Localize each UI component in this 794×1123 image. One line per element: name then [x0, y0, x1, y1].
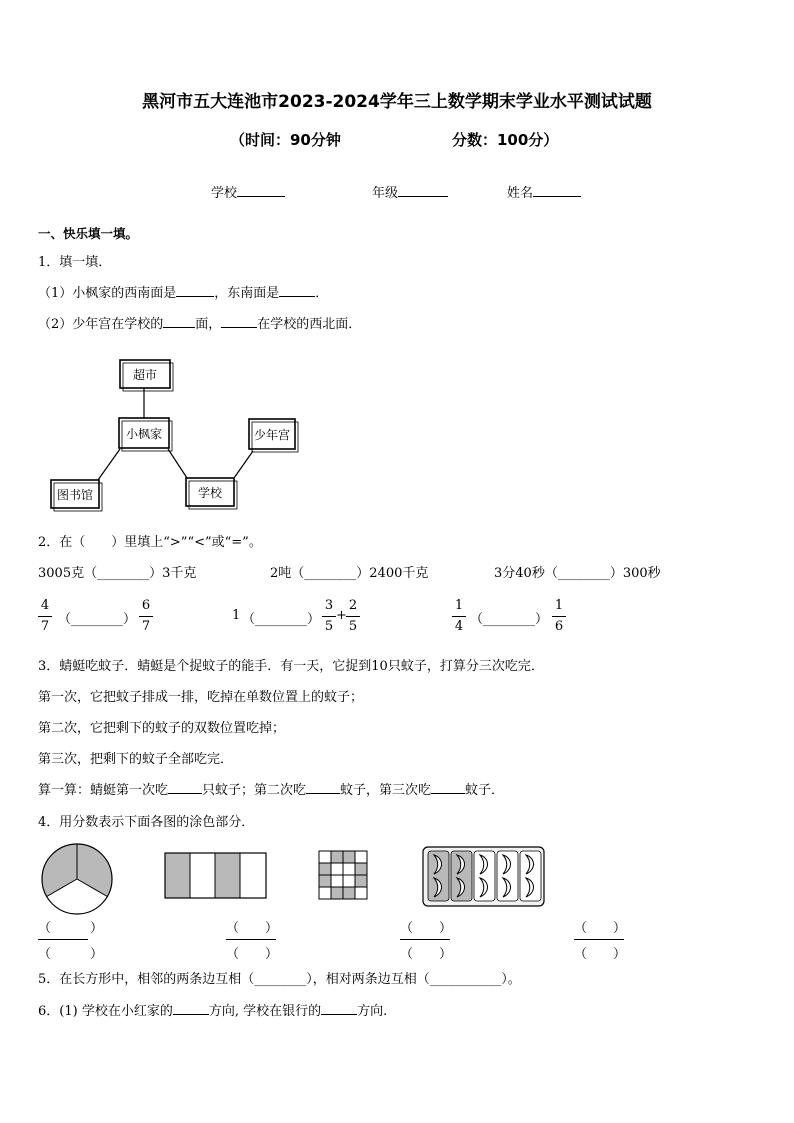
- numerator: 3: [324, 598, 334, 613]
- q6-text-c: 方向.: [357, 1004, 388, 1019]
- answer-fraction-2[interactable]: [226, 917, 279, 962]
- map-box-library: [51, 480, 102, 511]
- fraction-1-4: [452, 597, 466, 636]
- numerator: 1: [554, 598, 564, 613]
- q4-stem: 4．用分数表示下面各图的涂色部分．: [38, 815, 255, 830]
- time-limit: （时间：90分钟: [230, 131, 341, 149]
- q3-text-d: 蚊子．: [465, 783, 505, 798]
- q2-one: 1: [232, 608, 241, 623]
- q3-line-2: 第二次，它把剩下的蚊子的双数位置吃掉；: [38, 721, 286, 736]
- fraction-1-6: [552, 597, 566, 636]
- grade-label: 年级: [372, 186, 399, 201]
- q3-line-1: 第一次，它把蚊子排成一排，吃掉在单数位置上的蚊子；: [38, 690, 364, 705]
- q2-blank-6[interactable]: （________）: [470, 612, 549, 627]
- name-field: [507, 182, 581, 201]
- q5-stem: 5．在长方形中，相邻的两条边互相（________），相对两条边互相（___________）。: [38, 972, 521, 987]
- answer-fraction-3[interactable]: [400, 917, 453, 962]
- numerator: 6: [141, 598, 151, 613]
- q6-blank-1[interactable]: [173, 1002, 209, 1015]
- q6-line: [38, 1000, 387, 1019]
- q1-blank-2[interactable]: [279, 284, 315, 297]
- q1-blank-4[interactable]: [221, 315, 257, 328]
- school-label: 学校: [211, 186, 238, 201]
- answer-numerator[interactable]: （ ）: [400, 921, 453, 936]
- q1-blank-3[interactable]: [163, 315, 195, 328]
- answer-numerator[interactable]: （ ）: [38, 921, 104, 936]
- q1-part1: [38, 282, 328, 301]
- answer-numerator[interactable]: （ ）: [574, 921, 627, 936]
- grade-blank[interactable]: [398, 184, 448, 197]
- q3-stem: 3．蜻蜓吃蚊子．蜻蜓是个捉蚊子的能手．有一天，它捉到10只蚊子，打算分三次吃完．: [38, 659, 544, 674]
- denominator: 5: [324, 619, 334, 634]
- name-blank[interactable]: [533, 184, 581, 197]
- q1-part2-text-a: （2）少年宫在学校的: [38, 317, 164, 332]
- shaded-circle-figure: [40, 842, 114, 916]
- section-heading: 一、快乐填一填。: [38, 226, 139, 241]
- answer-denominator[interactable]: （ ）: [574, 947, 627, 962]
- q1-part1-text-b: ，东南面是: [214, 286, 280, 301]
- shaded-grid-figure: [318, 850, 370, 902]
- q1-stem: 1．填一填．: [38, 255, 112, 270]
- total-score: 分数：100分）: [452, 131, 559, 149]
- map-label-supermarket: 超市: [132, 368, 158, 382]
- answer-fraction-4[interactable]: [574, 917, 627, 962]
- name-label: 姓名: [507, 186, 534, 201]
- q1-part1-text-a: （1）小枫家的西南面是: [38, 286, 177, 301]
- map-label-home: 小枫家: [125, 427, 163, 441]
- banana-tray-figure: [422, 846, 546, 908]
- q2-item-1: 3005克（________）3千克: [38, 566, 197, 581]
- q3-blank-2[interactable]: [306, 781, 340, 794]
- q2-blank-5[interactable]: （________）: [242, 612, 321, 627]
- q1-part1-text-c: ．: [315, 286, 329, 301]
- denominator: 4: [454, 619, 464, 634]
- map-box-school: [186, 478, 237, 509]
- shaded-rectangle-figure: [164, 852, 268, 900]
- answer-denominator[interactable]: （ ）: [38, 947, 104, 962]
- q3-text-a: 算一算：蜻蜓第一次吃: [38, 783, 169, 798]
- plus-sign: +: [336, 608, 347, 623]
- q1-part2-text-b: 面，: [195, 317, 222, 332]
- fraction-2-5: [346, 597, 360, 636]
- map-label-school: 学校: [197, 486, 223, 500]
- q1-blank-1[interactable]: [176, 284, 214, 297]
- q6-text-b: 方向, 学校在银行的: [208, 1004, 322, 1019]
- numerator: 4: [40, 598, 50, 613]
- answer-denominator[interactable]: （ ）: [400, 947, 453, 962]
- numerator: 2: [348, 598, 358, 613]
- q3-line-4: [38, 779, 504, 798]
- denominator: 6: [554, 619, 564, 634]
- map-label-youth-palace: 少年宫: [253, 428, 291, 442]
- numerator: 1: [454, 598, 464, 613]
- q3-text-b: 只蚊子；第二次吃: [202, 783, 307, 798]
- denominator: 7: [40, 619, 50, 634]
- q2-item-2: 2吨（________）2400千克: [270, 566, 429, 581]
- map-label-library: 图书馆: [56, 488, 94, 502]
- q6-blank-2[interactable]: [321, 1002, 357, 1015]
- q3-blank-1[interactable]: [168, 781, 202, 794]
- answer-numerator[interactable]: （ ）: [226, 921, 279, 936]
- q1-part2-text-c: 在学校的西北面．: [257, 317, 362, 332]
- direction-map: [40, 352, 310, 522]
- q1-part2: [38, 313, 361, 332]
- page-title: 黑河市五大连池市2023-2024学年三上数学期末学业水平测试试题: [142, 92, 652, 112]
- fraction-3-5: [322, 597, 336, 636]
- answer-denominator[interactable]: （ ）: [226, 947, 279, 962]
- q2-stem: 2．在（ ）里填上“>”“<”或“=”。: [38, 535, 262, 550]
- denominator: 5: [348, 619, 358, 634]
- map-box-youth-palace: [249, 419, 298, 452]
- q3-text-c: 蚊子，第三次吃: [340, 783, 432, 798]
- grade-field: [372, 182, 448, 201]
- answer-fraction-1[interactable]: [38, 917, 104, 962]
- fraction-4-7: [38, 597, 52, 636]
- q2-blank-4[interactable]: （________）: [58, 612, 137, 627]
- school-field: [211, 182, 285, 201]
- map-box-home: [119, 418, 172, 451]
- denominator: 7: [141, 619, 151, 634]
- q6-text-a: 6．(1) 学校在小红家的: [38, 1004, 173, 1019]
- q3-line-3: 第三次，把剩下的蚊子全部吃完．: [38, 752, 234, 767]
- q3-blank-3[interactable]: [431, 781, 465, 794]
- school-blank[interactable]: [237, 184, 285, 197]
- map-box-supermarket: [120, 360, 173, 391]
- fraction-6-7: [139, 597, 153, 636]
- q2-item-3: 3分40秒（________）300秒: [494, 566, 661, 581]
